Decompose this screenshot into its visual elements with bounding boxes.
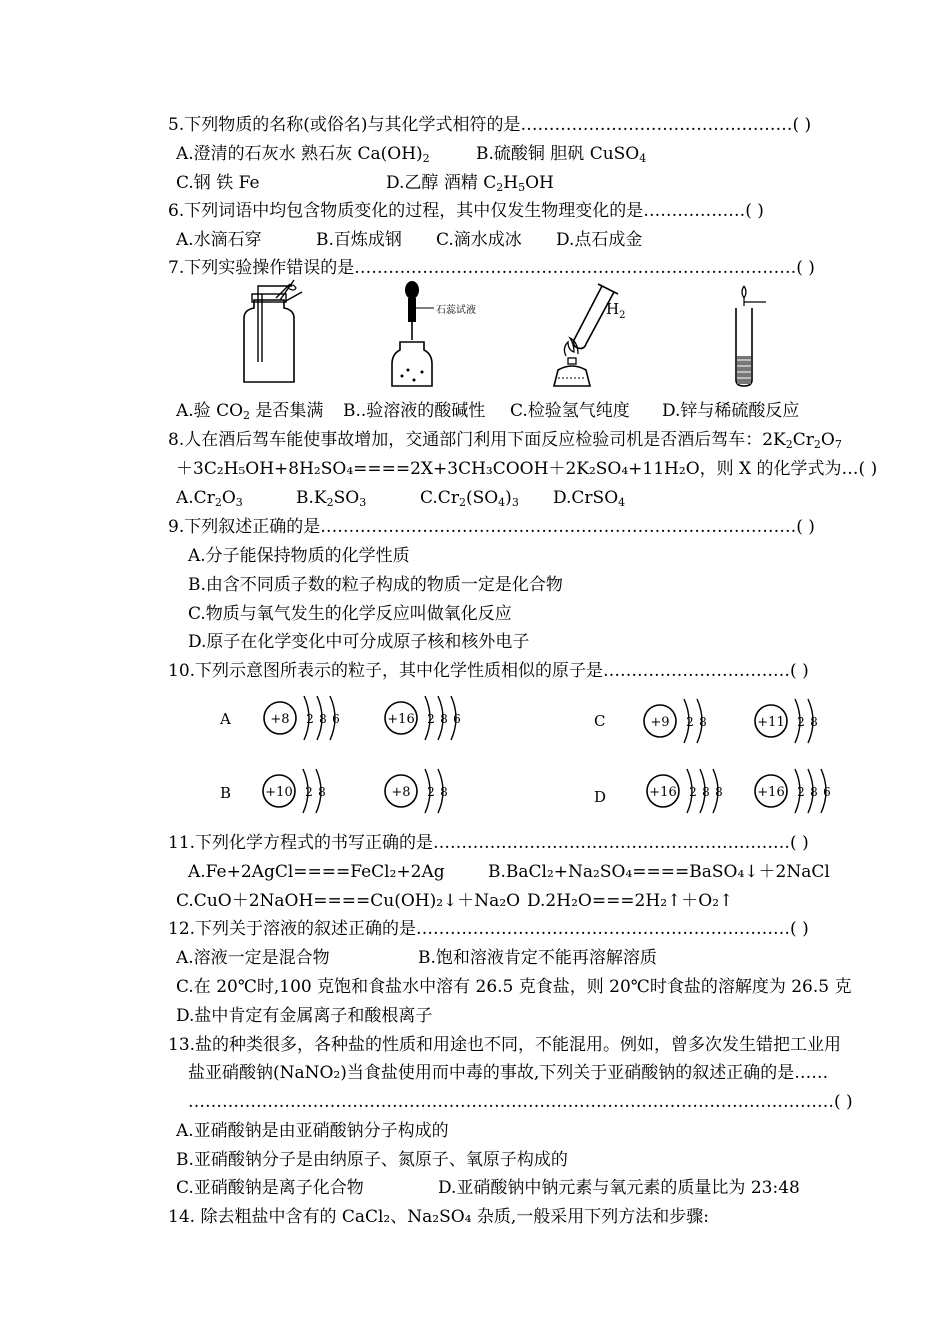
atom-diagram-a1 — [260, 690, 370, 746]
electron-count: 2 — [686, 715, 694, 729]
q10-label-c: C — [594, 712, 606, 730]
atom-diagram-d2 — [751, 763, 861, 819]
electron-count: 8 — [702, 785, 710, 799]
q9-option-c: C.物质与氧气发生的化学反应叫做氧化反应 — [188, 604, 512, 624]
electron-count: 2 — [427, 712, 435, 726]
electron-count: 8 — [318, 785, 326, 799]
q8-option-c: $C.Cr_2(SO_4)_3$ — [420, 488, 519, 509]
q13-option-b: B.亚硝酸钠分子是由纳原子、氮原子、氧原子构成的 — [176, 1150, 568, 1170]
q13-option-a: A.亚硝酸钠是由亚硝酸钠分子构成的 — [176, 1121, 449, 1141]
q10-stem: 10.下列示意图所表示的粒子，其中化学性质相似的原子是……………………………( ) — [168, 661, 809, 681]
q7-option-c: C.检验氢气纯度 — [510, 401, 630, 421]
q8-stem-line1: 8.人在酒后驾车能使事故增加，交通部门利用下面反应检验司机是否酒后驾车：$2K_2Cr_2O_7$ — [168, 430, 842, 451]
q12-option-d: D.盐中肯定有金属离子和酸根离子 — [176, 1006, 433, 1026]
electron-count: 6 — [453, 712, 461, 726]
q13-option-d: D.亚硝酸钠中钠元素与氧元素的质量比为 23:48 — [438, 1178, 800, 1198]
electron-count: 8 — [440, 785, 448, 799]
q7-stem: 7.下列实验操作错误的是……………………………………………………………………( ) — [168, 258, 815, 278]
nucleus-charge: +8 — [391, 785, 411, 800]
atom-diagram-d1 — [643, 763, 753, 819]
q13-option-c: C.亚硝酸钠是离子化合物 — [176, 1178, 364, 1198]
q13-stem-line1: 13.盐的种类很多，各种盐的性质和用途也不同，不能混用。例如，曾多次发生错把工业用 — [168, 1035, 842, 1055]
q10-label-b: B — [220, 784, 232, 802]
nucleus-charge: +8 — [270, 712, 290, 727]
q8-stem-line2: ＋3C₂H₅OH+8H₂SO₄====2X+3CH₃COOH＋2K₂SO₄+11H₂O，则 X 的化学式为…( ) — [176, 459, 878, 479]
q5-stem: 5.下列物质的名称(或俗名)与其化学式相符的是…………………………………………( ) — [168, 115, 812, 135]
nucleus-charge: +10 — [265, 785, 293, 800]
q11-option-d: D.2H₂O===2H₂↑＋O₂↑ — [527, 891, 734, 911]
electron-count: 8 — [810, 715, 818, 729]
q13-stem-line2: 盐亚硝酸钠(NaNO₂)当食盐使用而中毒的事故,下列关于亚硝酸钠的叙述正确的是…… — [188, 1063, 829, 1083]
q9-option-d: D.原子在化学变化中可分成原子核和核外电子 — [188, 632, 530, 652]
atom-diagram-b2 — [381, 763, 491, 819]
q12-option-a: A.溶液一定是混合物 — [176, 948, 330, 968]
electron-count: 8 — [319, 712, 327, 726]
q9-option-b: B.由含不同质子数的粒子构成的物质一定是化合物 — [188, 575, 563, 595]
electron-count: 6 — [823, 785, 831, 799]
q10-label-a: A — [220, 710, 231, 728]
electron-count: 6 — [332, 712, 340, 726]
q11-option-a: A.Fe+2AgCl====FeCl₂+2Ag — [188, 862, 445, 882]
q6-option-d: D.点石成金 — [556, 230, 643, 250]
q6-option-c: C.滴水成冰 — [436, 230, 522, 250]
q6-option-a: A.水滴石穿 — [176, 230, 262, 250]
q7-figure-b-dropper — [382, 280, 492, 390]
q9-stem: 9.下列叙述正确的是…………………………………………………………………………( ) — [168, 517, 815, 537]
q6-stem: 6.下列词语中均包含物质变化的过程，其中仅发生物理变化的是………………( ) — [168, 201, 764, 221]
q7-figure-d-test-tube — [722, 278, 792, 390]
electron-count: 8 — [715, 785, 723, 799]
nucleus-charge: +16 — [757, 785, 785, 800]
q5-option-b: B.硫酸铜 胆矾 CuSO$_4$ — [476, 144, 647, 165]
nucleus-charge: +16 — [387, 712, 415, 727]
q8-option-b: $B.K_2SO_3$ — [296, 488, 367, 509]
electron-count: 2 — [689, 785, 697, 799]
q5-option-d: D.乙醇 酒精 $C_2H_5OH$ — [386, 173, 554, 194]
atom-diagram-a2 — [381, 690, 491, 746]
nucleus-charge: +9 — [650, 715, 670, 730]
q14-stem: 14. 除去粗盐中含有的 CaCl₂、Na₂SO₄ 杂质,一般采用下列方法和步骤: — [168, 1207, 710, 1227]
q12-option-c: C.在 20℃时,100 克饱和食盐水中溶有 26.5 克食盐，则 20℃时食盐的溶解度为 26.5 克 — [176, 977, 852, 997]
electron-count: 2 — [797, 785, 805, 799]
q9-option-a: A.分子能保持物质的化学性质 — [188, 546, 410, 566]
q8-option-d: D.CrSO$_4$ — [553, 488, 626, 509]
h2-label: $H_2$ — [606, 300, 626, 321]
q11-option-b: B.BaCl₂+Na₂SO₄====BaSO₄↓＋2NaCl — [488, 862, 830, 882]
electron-count: 8 — [440, 712, 448, 726]
q7-figure-a-gas-bottle — [232, 278, 322, 388]
electron-count: 2 — [797, 715, 805, 729]
atom-diagram-c1 — [640, 693, 750, 749]
electron-count: 2 — [305, 785, 313, 799]
nucleus-charge: +11 — [757, 715, 785, 730]
q13-stem-line3: ……………………………………………………………………………………………………( ) — [188, 1092, 853, 1112]
q7-option-b: B..验溶液的酸碱性 — [343, 401, 486, 421]
q8-option-a: $A.Cr_2O_3$ — [176, 488, 243, 509]
q11-stem: 11.下列化学方程式的书写正确的是………………………………………………………( ) — [168, 833, 809, 853]
q6-option-b: B.百炼成钢 — [316, 230, 402, 250]
atom-diagram-b1 — [259, 763, 369, 819]
q11-option-c: C.CuO＋2NaOH====Cu(OH)₂↓＋Na₂O — [176, 891, 521, 911]
electron-count: 8 — [810, 785, 818, 799]
atom-diagram-c2 — [751, 693, 861, 749]
q7-figure-c-hydrogen-test — [544, 280, 644, 390]
q7-option-a: A.验 $CO_2$ 是否集满 — [176, 401, 324, 422]
nucleus-charge: +16 — [649, 785, 677, 800]
q10-label-d: D — [594, 788, 607, 806]
electron-count: 2 — [427, 785, 435, 799]
q12-stem: 12.下列关于溶液的叙述正确的是…………………………………………………………( ) — [168, 919, 809, 939]
electron-count: 8 — [699, 715, 707, 729]
q12-option-b: B.饱和溶液肯定不能再溶解溶质 — [418, 948, 657, 968]
litmus-label: 石蕊试液 — [436, 305, 476, 316]
q5-option-a: A.澄清的石灰水 熟石灰 $Ca(OH)_2$ — [176, 144, 430, 165]
electron-count: 2 — [306, 712, 314, 726]
q7-option-d: D.锌与稀硫酸反应 — [662, 401, 800, 421]
q5-option-c: C.钢 铁 Fe — [176, 173, 260, 193]
